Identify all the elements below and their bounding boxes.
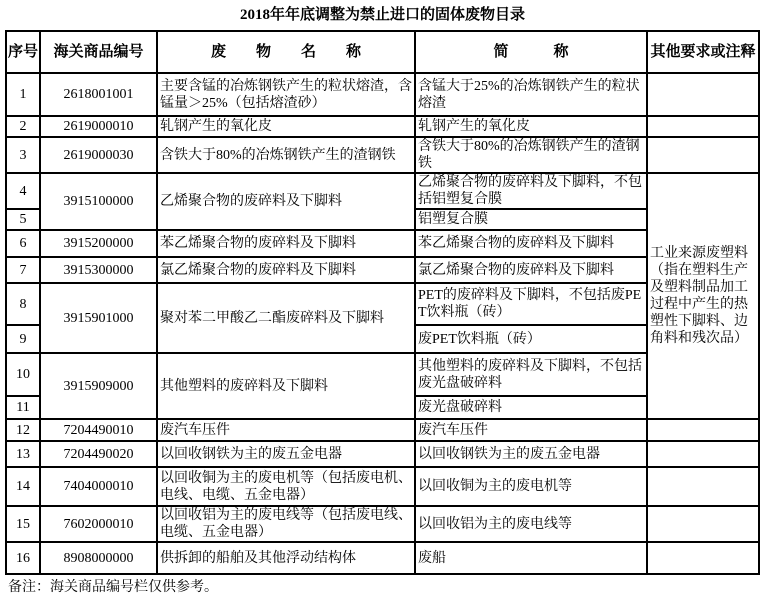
- waste-name-cell: 以回收铜为主的废电机等（包括废电机、电线、电缆、五金电器）: [157, 467, 415, 506]
- table-row: [6, 506, 759, 542]
- table-row: [6, 73, 759, 116]
- serial-number-cell: 12: [6, 419, 40, 441]
- other-notes-cell: [647, 73, 759, 116]
- serial-number-cell: 13: [6, 441, 40, 467]
- short-name-cell: 轧钢产生的氧化皮: [415, 116, 647, 137]
- waste-name-cell: 含铁大于80%的冶炼钢铁产生的渣钢铁: [157, 137, 415, 173]
- serial-number-cell: 4: [6, 173, 40, 209]
- serial-number-cell: 8: [6, 283, 40, 325]
- header-short-name: 简 称: [415, 31, 647, 73]
- other-notes-cell: 工业来源废塑料（指在塑料生产及塑料制品加工过程中产生的热塑性下脚料、边角料和残次品）: [647, 173, 759, 419]
- serial-number-cell: 14: [6, 467, 40, 506]
- short-name-cell: 苯乙烯聚合物的废碎料及下脚料: [415, 230, 647, 257]
- short-name-cell: 其他塑料的废碎料及下脚料，不包括废光盘破碎料: [415, 353, 647, 396]
- hs-code-cell: 2619000010: [40, 116, 157, 137]
- other-notes-cell: [647, 467, 759, 506]
- serial-number-cell: 2: [6, 116, 40, 137]
- serial-number-cell: 11: [6, 396, 40, 419]
- hs-code-cell: 2618001001: [40, 73, 157, 116]
- table-row: [6, 137, 759, 173]
- other-notes-cell: [647, 116, 759, 137]
- footer-note: 备注：海关商品编号栏仅供参考。: [8, 580, 218, 595]
- short-name-cell: 以回收铜为主的废电机等: [415, 467, 647, 506]
- short-name-cell: 乙烯聚合物的废碎料及下脚料，不包括铝塑复合膜: [415, 173, 647, 209]
- other-notes-cell: [647, 542, 759, 574]
- hs-code-cell: 8908000000: [40, 542, 157, 574]
- hs-code-cell: 3915300000: [40, 257, 157, 283]
- table-row: [6, 353, 759, 396]
- serial-number-cell: 15: [6, 506, 40, 542]
- waste-catalog-table: [5, 30, 760, 575]
- hs-code-cell: 3915901000: [40, 283, 157, 353]
- hs-code-cell: 3915909000: [40, 353, 157, 419]
- serial-number-cell: 16: [6, 542, 40, 574]
- waste-name-cell: 苯乙烯聚合物的废碎料及下脚料: [157, 230, 415, 257]
- header-other-notes: 其他要求或注释: [647, 31, 759, 73]
- short-name-cell: 废汽车压件: [415, 419, 647, 441]
- hs-code-cell: 3915100000: [40, 173, 157, 230]
- serial-number-cell: 9: [6, 325, 40, 353]
- table-row: [6, 283, 759, 325]
- waste-name-cell: 以回收钢铁为主的废五金电器: [157, 441, 415, 467]
- header-waste-name: 废 物 名 称: [157, 31, 415, 73]
- short-name-cell: 含铁大于80%的冶炼钢铁产生的渣钢铁: [415, 137, 647, 173]
- serial-number-cell: 1: [6, 73, 40, 116]
- hs-code-cell: 7602000010: [40, 506, 157, 542]
- hs-code-cell: 7204490010: [40, 419, 157, 441]
- serial-number-cell: 6: [6, 230, 40, 257]
- other-notes-cell: [647, 441, 759, 467]
- short-name-cell: 废船: [415, 542, 647, 574]
- table-row: [6, 173, 759, 209]
- waste-name-cell: 乙烯聚合物的废碎料及下脚料: [157, 173, 415, 230]
- header-hs-code: 海关商品编号: [40, 31, 157, 73]
- short-name-cell: 以回收铝为主的废电线等: [415, 506, 647, 542]
- hs-code-cell: 7204490020: [40, 441, 157, 467]
- serial-number-cell: 3: [6, 137, 40, 173]
- short-name-cell: 含锰大于25%的冶炼钢铁产生的粒状熔渣: [415, 73, 647, 116]
- table-row: [6, 467, 759, 506]
- other-notes-cell: [647, 137, 759, 173]
- table-row: [6, 441, 759, 467]
- short-name-cell: 以回收钢铁为主的废五金电器: [415, 441, 647, 467]
- table-header-row: [6, 31, 759, 73]
- waste-name-cell: 氯乙烯聚合物的废碎料及下脚料: [157, 257, 415, 283]
- header-serial: 序号: [6, 31, 40, 73]
- table-row: [6, 542, 759, 574]
- hs-code-cell: 7404000010: [40, 467, 157, 506]
- waste-name-cell: 废汽车压件: [157, 419, 415, 441]
- waste-name-cell: 主要含锰的冶炼钢铁产生的粒状熔渣，含锰量＞25%（包括熔渣砂）: [157, 73, 415, 116]
- hs-code-cell: 3915200000: [40, 230, 157, 257]
- other-notes-cell: [647, 419, 759, 441]
- table-row: [6, 230, 759, 257]
- waste-name-cell: 聚对苯二甲酸乙二酯废碎料及下脚料: [157, 283, 415, 353]
- other-notes-cell: [647, 506, 759, 542]
- waste-name-cell: 供拆卸的船舶及其他浮动结构体: [157, 542, 415, 574]
- table-row: [6, 116, 759, 137]
- hs-code-cell: 2619000030: [40, 137, 157, 173]
- waste-name-cell: 以回收铝为主的废电线等（包括废电线、电缆、五金电器）: [157, 506, 415, 542]
- short-name-cell: 废光盘破碎料: [415, 396, 647, 419]
- short-name-cell: 铝塑复合膜: [415, 209, 647, 230]
- serial-number-cell: 10: [6, 353, 40, 396]
- serial-number-cell: 7: [6, 257, 40, 283]
- table-row: [6, 419, 759, 441]
- table-body: [6, 73, 759, 574]
- short-name-cell: 废PET饮料瓶（砖）: [415, 325, 647, 353]
- table-row: [6, 257, 759, 283]
- serial-number-cell: 5: [6, 209, 40, 230]
- waste-name-cell: 其他塑料的废碎料及下脚料: [157, 353, 415, 419]
- short-name-cell: PET的废碎料及下脚料，不包括废PET饮料瓶（砖）: [415, 283, 647, 325]
- short-name-cell: 氯乙烯聚合物的废碎料及下脚料: [415, 257, 647, 283]
- waste-name-cell: 轧钢产生的氧化皮: [157, 116, 415, 137]
- document-title: 2018年年底调整为禁止进口的固体废物目录: [239, 7, 525, 23]
